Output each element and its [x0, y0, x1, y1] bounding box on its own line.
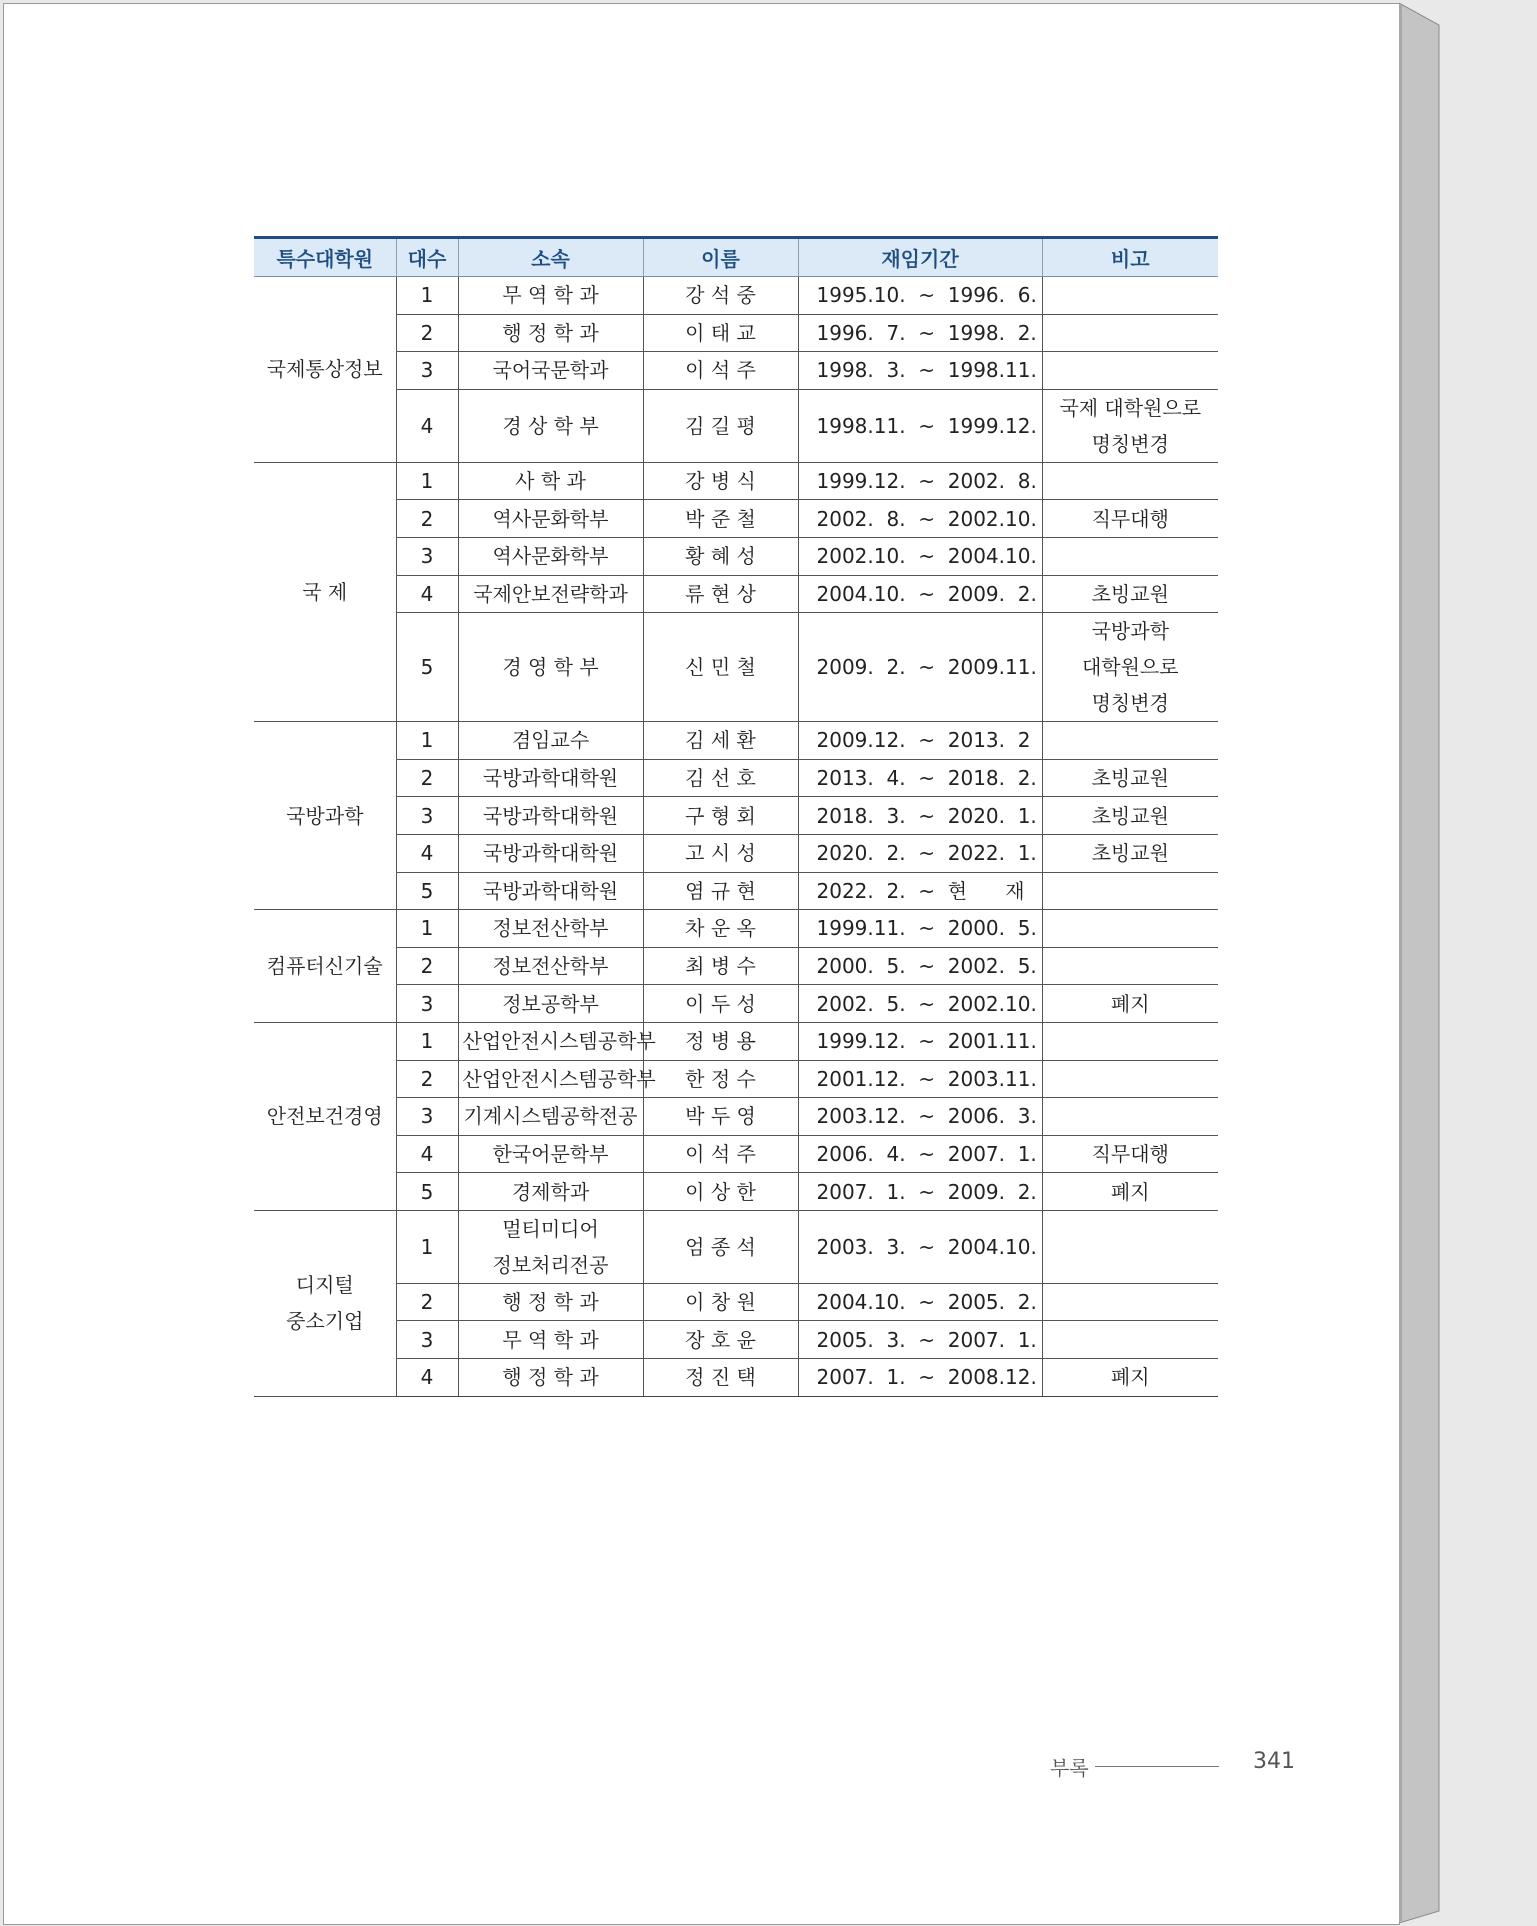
- table-row: [254, 1283, 1218, 1321]
- table-row: [254, 797, 1218, 835]
- table-row: [254, 872, 1218, 910]
- note-cell: [1042, 352, 1218, 390]
- header-note: 비고: [1042, 238, 1218, 277]
- note-cell: [1042, 1098, 1218, 1136]
- generation-cell: 1: [396, 1210, 458, 1283]
- table-row: [254, 985, 1218, 1023]
- generation-cell: 1: [396, 462, 458, 500]
- name-cell: 박 준 철: [643, 500, 798, 538]
- group-name-cell: 국방과학: [254, 722, 396, 910]
- term-cell: 2009. 2. ~ 2009.11.: [798, 613, 1042, 722]
- name-cell: 최 병 수: [643, 947, 798, 985]
- generation-cell: 1: [396, 910, 458, 948]
- note-cell: [1042, 1022, 1218, 1060]
- name-cell: 이 두 성: [643, 985, 798, 1023]
- name-cell: 이 상 한: [643, 1173, 798, 1211]
- affiliation-cell: 국방과학대학원: [458, 834, 643, 872]
- note-cell: 초빙교원: [1042, 797, 1218, 835]
- name-cell: 강 석 중: [643, 277, 798, 315]
- note-cell: [1042, 1321, 1218, 1359]
- term-cell: 1998. 3. ~ 1998.11.: [798, 352, 1042, 390]
- note-cell: [1042, 872, 1218, 910]
- table-row: [254, 1135, 1218, 1173]
- affiliation-cell: 경 상 학 부: [458, 389, 643, 462]
- term-cell: 2007. 1. ~ 2009. 2.: [798, 1173, 1042, 1211]
- term-cell: 2020. 2. ~ 2022. 1.: [798, 834, 1042, 872]
- name-cell: 한 정 수: [643, 1060, 798, 1098]
- name-cell: 염 규 현: [643, 872, 798, 910]
- table-row: [254, 537, 1218, 575]
- generation-cell: 1: [396, 1022, 458, 1060]
- term-cell: 2002. 5. ~ 2002.10.: [798, 985, 1042, 1023]
- note-cell: 초빙교원: [1042, 834, 1218, 872]
- affiliation-cell: 멀티미디어 정보처리전공: [458, 1210, 643, 1283]
- name-cell: 이 창 원: [643, 1283, 798, 1321]
- term-cell: 2002. 8. ~ 2002.10.: [798, 500, 1042, 538]
- name-cell: 류 현 상: [643, 575, 798, 613]
- name-cell: 신 민 철: [643, 613, 798, 722]
- table-row: [254, 947, 1218, 985]
- group-name-cell: 국제통상정보: [254, 277, 396, 463]
- note-cell: 폐지: [1042, 1173, 1218, 1211]
- note-cell: 직무대행: [1042, 500, 1218, 538]
- note-cell: [1042, 910, 1218, 948]
- name-cell: 이 석 주: [643, 1135, 798, 1173]
- name-cell: 박 두 영: [643, 1098, 798, 1136]
- note-cell: [1042, 1210, 1218, 1283]
- page-number: 341: [1253, 1749, 1295, 1774]
- term-cell: 2002.10. ~ 2004.10.: [798, 537, 1042, 575]
- group-name-cell: 안전보건경영: [254, 1022, 396, 1210]
- group-name-cell: 디지털 중소기업: [254, 1210, 396, 1396]
- table-row: [254, 722, 1218, 760]
- affiliation-cell: 한국어문학부: [458, 1135, 643, 1173]
- term-cell: 2003.12. ~ 2006. 3.: [798, 1098, 1042, 1136]
- affiliation-cell: 무 역 학 과: [458, 277, 643, 315]
- generation-cell: 5: [396, 613, 458, 722]
- table-row: [254, 1210, 1218, 1283]
- term-cell: 2009.12. ~ 2013. 2: [798, 722, 1042, 760]
- affiliation-cell: 국어국문학과: [458, 352, 643, 390]
- table-row: [254, 1173, 1218, 1211]
- name-cell: 차 운 옥: [643, 910, 798, 948]
- note-cell: 직무대행: [1042, 1135, 1218, 1173]
- generation-cell: 2: [396, 314, 458, 352]
- affiliation-cell: 정보공학부: [458, 985, 643, 1023]
- generation-cell: 3: [396, 352, 458, 390]
- book-spine-edge: [1399, 3, 1441, 1923]
- table-row: [254, 1321, 1218, 1359]
- affiliation-cell: 겸임교수: [458, 722, 643, 760]
- table-row: [254, 500, 1218, 538]
- name-cell: 구 형 회: [643, 797, 798, 835]
- generation-cell: 3: [396, 797, 458, 835]
- table-row: [254, 1060, 1218, 1098]
- generation-cell: 4: [396, 1359, 458, 1397]
- generation-cell: 1: [396, 722, 458, 760]
- name-cell: 김 세 환: [643, 722, 798, 760]
- note-cell: [1042, 537, 1218, 575]
- term-cell: 1999.12. ~ 2002. 8.: [798, 462, 1042, 500]
- term-cell: 2007. 1. ~ 2008.12.: [798, 1359, 1042, 1397]
- affiliation-cell: 국방과학대학원: [458, 797, 643, 835]
- affiliation-cell: 산업안전시스템공학부: [458, 1022, 643, 1060]
- affiliation-cell: 국방과학대학원: [458, 872, 643, 910]
- note-cell: [1042, 277, 1218, 315]
- note-cell: 초빙교원: [1042, 575, 1218, 613]
- term-cell: 1996. 7. ~ 1998. 2.: [798, 314, 1042, 352]
- note-cell: 폐지: [1042, 985, 1218, 1023]
- affiliation-cell: 행 정 학 과: [458, 1283, 643, 1321]
- generation-cell: 4: [396, 389, 458, 462]
- note-cell: 국제 대학원으로 명칭변경: [1042, 389, 1218, 462]
- group-name-cell: 국 제: [254, 462, 396, 721]
- affiliation-cell: 사 학 과: [458, 462, 643, 500]
- generation-cell: 4: [396, 834, 458, 872]
- table-body: [254, 277, 1218, 1397]
- footer-rule: [1095, 1766, 1219, 1767]
- header-name: 이름: [643, 238, 798, 277]
- table-row: [254, 910, 1218, 948]
- table-row: [254, 1098, 1218, 1136]
- dean-history-table: [254, 236, 1218, 1397]
- term-cell: 1999.12. ~ 2001.11.: [798, 1022, 1042, 1060]
- table-row: [254, 1022, 1218, 1060]
- term-cell: 2004.10. ~ 2009. 2.: [798, 575, 1042, 613]
- affiliation-cell: 경제학과: [458, 1173, 643, 1211]
- note-cell: [1042, 314, 1218, 352]
- generation-cell: 1: [396, 277, 458, 315]
- term-cell: 1995.10. ~ 1996. 6.: [798, 277, 1042, 315]
- term-cell: 1998.11. ~ 1999.12.: [798, 389, 1042, 462]
- affiliation-cell: 정보전산학부: [458, 947, 643, 985]
- table-row: [254, 1359, 1218, 1397]
- name-cell: 엄 종 석: [643, 1210, 798, 1283]
- header-term: 재임기간: [798, 238, 1042, 277]
- generation-cell: 3: [396, 1321, 458, 1359]
- term-cell: 2001.12. ~ 2003.11.: [798, 1060, 1042, 1098]
- affiliation-cell: 무 역 학 과: [458, 1321, 643, 1359]
- term-cell: 2018. 3. ~ 2020. 1.: [798, 797, 1042, 835]
- generation-cell: 2: [396, 1283, 458, 1321]
- table-row: [254, 575, 1218, 613]
- name-cell: 이 태 교: [643, 314, 798, 352]
- affiliation-cell: 행 정 학 과: [458, 1359, 643, 1397]
- affiliation-cell: 국제안보전략학과: [458, 575, 643, 613]
- header-graduate-school: 특수대학원: [254, 238, 396, 277]
- name-cell: 김 길 평: [643, 389, 798, 462]
- generation-cell: 2: [396, 947, 458, 985]
- generation-cell: 5: [396, 872, 458, 910]
- header-generation: 대수: [396, 238, 458, 277]
- name-cell: 정 병 용: [643, 1022, 798, 1060]
- generation-cell: 3: [396, 537, 458, 575]
- note-cell: 폐지: [1042, 1359, 1218, 1397]
- affiliation-cell: 기계시스템공학전공: [458, 1098, 643, 1136]
- note-cell: [1042, 1283, 1218, 1321]
- name-cell: 장 호 윤: [643, 1321, 798, 1359]
- name-cell: 정 진 택: [643, 1359, 798, 1397]
- note-cell: [1042, 947, 1218, 985]
- generation-cell: 4: [396, 575, 458, 613]
- affiliation-cell: 행 정 학 과: [458, 314, 643, 352]
- term-cell: 2013. 4. ~ 2018. 2.: [798, 759, 1042, 797]
- affiliation-cell: 경 영 학 부: [458, 613, 643, 722]
- note-cell: 국방과학 대학원으로 명칭변경: [1042, 613, 1218, 722]
- affiliation-cell: 산업안전시스템공학부: [458, 1060, 643, 1098]
- table-row: [254, 462, 1218, 500]
- table-row: [254, 834, 1218, 872]
- affiliation-cell: 정보전산학부: [458, 910, 643, 948]
- name-cell: 김 선 호: [643, 759, 798, 797]
- note-cell: 초빙교원: [1042, 759, 1218, 797]
- note-cell: [1042, 462, 1218, 500]
- affiliation-cell: 역사문화학부: [458, 537, 643, 575]
- table-header-row: [254, 238, 1218, 277]
- term-cell: 2022. 2. ~ 현 재: [798, 872, 1042, 910]
- name-cell: 황 혜 성: [643, 537, 798, 575]
- generation-cell: 5: [396, 1173, 458, 1211]
- generation-cell: 3: [396, 1098, 458, 1136]
- table-row: [254, 613, 1218, 722]
- name-cell: 이 석 주: [643, 352, 798, 390]
- note-cell: [1042, 1060, 1218, 1098]
- generation-cell: 4: [396, 1135, 458, 1173]
- generation-cell: 2: [396, 759, 458, 797]
- generation-cell: 2: [396, 1060, 458, 1098]
- table-row: [254, 352, 1218, 390]
- table-row: [254, 389, 1218, 462]
- table-row: [254, 759, 1218, 797]
- table-row: [254, 314, 1218, 352]
- name-cell: 고 시 성: [643, 834, 798, 872]
- group-name-cell: 컴퓨터신기술: [254, 910, 396, 1023]
- term-cell: 2004.10. ~ 2005. 2.: [798, 1283, 1042, 1321]
- table-row: [254, 277, 1218, 315]
- name-cell: 강 병 식: [643, 462, 798, 500]
- term-cell: 2000. 5. ~ 2002. 5.: [798, 947, 1042, 985]
- footer-section-label: 부록: [1050, 1756, 1089, 1780]
- affiliation-cell: 역사문화학부: [458, 500, 643, 538]
- term-cell: 2006. 4. ~ 2007. 1.: [798, 1135, 1042, 1173]
- note-cell: [1042, 722, 1218, 760]
- term-cell: 2005. 3. ~ 2007. 1.: [798, 1321, 1042, 1359]
- generation-cell: 2: [396, 500, 458, 538]
- term-cell: 1999.11. ~ 2000. 5.: [798, 910, 1042, 948]
- term-cell: 2003. 3. ~ 2004.10.: [798, 1210, 1042, 1283]
- affiliation-cell: 국방과학대학원: [458, 759, 643, 797]
- generation-cell: 3: [396, 985, 458, 1023]
- header-affiliation: 소속: [458, 238, 643, 277]
